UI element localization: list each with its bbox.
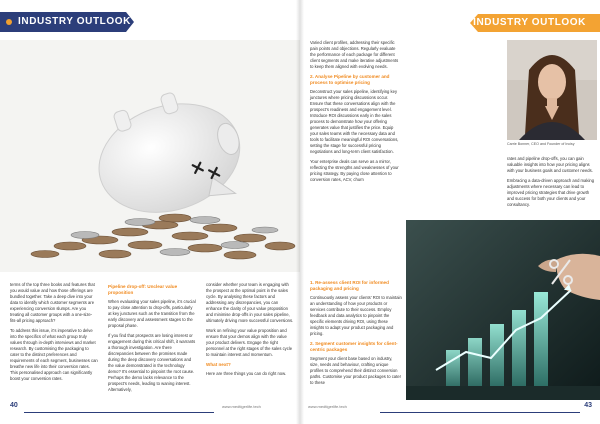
body-paragraph: If you find that prospects are losing interest or engagement during this critical shift, it warrants a thorough investigation. Are there discrepancies between the promises made during the deep discovery conversations and the value demonstrated in the technology demo? It's essential to pinpoint the root cause. Perhaps the demo lacks relevance to the prospect's needs, leading to waning interest. Alternatively, xyxy=(108,333,196,392)
page-number: 43 xyxy=(584,402,592,409)
subheading: Pipeline drop-off: Unclear value proposition xyxy=(108,284,178,295)
body-paragraph: Continuously assess your clients' ROI to maintain an understanding of how your products or services contribute to their success. Employ feedback and data analytics to pinpoint the specific elements driving ROI, using these insights to adapt your product packaging and pricing. xyxy=(310,295,402,336)
section-title-left: INDUSTRY OUTLOOK xyxy=(18,16,131,27)
body-paragraph: consider whether your team is engaging with the prospect at the optimal point in the sales cycle. By analysing these factors and addressing any discrepancies, you can enhance the clarity of your value proposition and minimise drop-offs in your sales pipeline, ultimately driving more successful conversions. xyxy=(206,282,294,323)
left-column-1 xyxy=(10,282,98,386)
bullet-icon xyxy=(6,19,12,25)
footer-url: www.medtigerlife.tech xyxy=(222,404,261,409)
body-paragraph: Deconstruct your sales pipeline, identifying key junctures where pricing discussions occur. Ensure that these conversations align with the prospect's readiness and engagement level. Introduce ROI discussions early in the sales process to demonstrate how your offering generates value that justifies the price. Equip your sales teams with the necessary data and tools to facilitate meaningful ROI conversations, setting the stage for successful pricing negotiations and long-term client satisfaction. xyxy=(310,89,399,154)
subheading: What next? xyxy=(206,362,231,367)
portrait-caption: Carrie Bonner, CEO and Founder of Incisy xyxy=(507,142,575,146)
body-paragraph: Here are three things you can do right now. xyxy=(206,371,287,376)
spine-shadow xyxy=(296,0,304,424)
growth-chart-photo xyxy=(406,220,600,400)
subheading: 1. Re-assess client ROI for informed packaging and pricing xyxy=(310,280,389,291)
body-paragraph: Varied client profiles, addressing their specific pain points and objections. Regularly evaluate the performance of each package for different client segments and make iterative adjustments to keep them aligned with evolving needs. xyxy=(310,40,399,69)
footer-rule xyxy=(380,412,580,413)
subheading: 2. Segment customer insights for client-centric packages xyxy=(310,341,398,352)
section-banner-right xyxy=(470,14,600,32)
body-paragraph: When evaluating your sales pipeline, it's crucial to pay close attention to drop-offs, particularly at key junctures such as the transition from the early discovery and assessment stages to the proposal phase. xyxy=(108,299,196,328)
piggy-bank-hero-image xyxy=(0,40,300,272)
body-paragraph: To address this issue, it's imperative to delve into the specifics of what each group truly values through in-depth interviews and market research. By customising the packaging to cater to the distinct preferences and requirements of each segment, businesses can breathe new life into their conversion rates. This personalised approach can significantly boost your conversion rates. xyxy=(10,328,98,381)
right-page xyxy=(300,0,600,424)
section-title-right: INDUSTRY OUTLOOK xyxy=(473,17,586,28)
footer-rule xyxy=(24,412,214,413)
footer-url: www.medtigerlife.tech xyxy=(308,404,347,409)
body-paragraph: Your enterprise deals can serve as a mirror, reflecting the strengths and weaknesses of your pricing strategy. By paying close attention to conversion rates, ACV, churn xyxy=(310,159,399,182)
body-paragraph: terms of the top three books and features that you would value and how those offerings are bundled together. Take a deep dive into your data to identify which customer segments are experiencing conversion slumps. Are you treating all customer groups with a one-size-fits-all pricing approach? xyxy=(10,282,95,323)
body-paragraph: rates and pipeline drop-offs, you can gain valuable insights into how your pricing aligns with your business goals and customer needs. xyxy=(507,156,593,173)
body-paragraph: Segment your client base based on industry, size, needs and behaviour, crafting unique profiles to comprehend their distinct conversion paths. Customise your product packages to cater to these xyxy=(310,356,402,385)
section-banner-left xyxy=(0,12,134,32)
right-column-bottom xyxy=(310,278,402,390)
body-paragraph: Embracing a data-driven approach and making adjustments where necessary can lead to improved pricing strategies that drive growth and success for both your clients and your consultancy. xyxy=(507,178,595,207)
portrait-photo xyxy=(507,40,597,140)
right-column-1 xyxy=(310,40,402,187)
left-column-2 xyxy=(108,282,196,397)
page-number: 40 xyxy=(10,402,18,409)
right-column-2 xyxy=(507,156,597,212)
body-paragraph: Work on refining your value proposition and ensure that your demos align with the value your product delivers. Engage the right personnel at the right stages of the sales cycle to maintain interest and momentum. xyxy=(206,328,293,357)
subheading: 2. Analyse Pipeline by customer and process to optimise pricing xyxy=(310,74,390,85)
left-column-3 xyxy=(206,282,294,381)
